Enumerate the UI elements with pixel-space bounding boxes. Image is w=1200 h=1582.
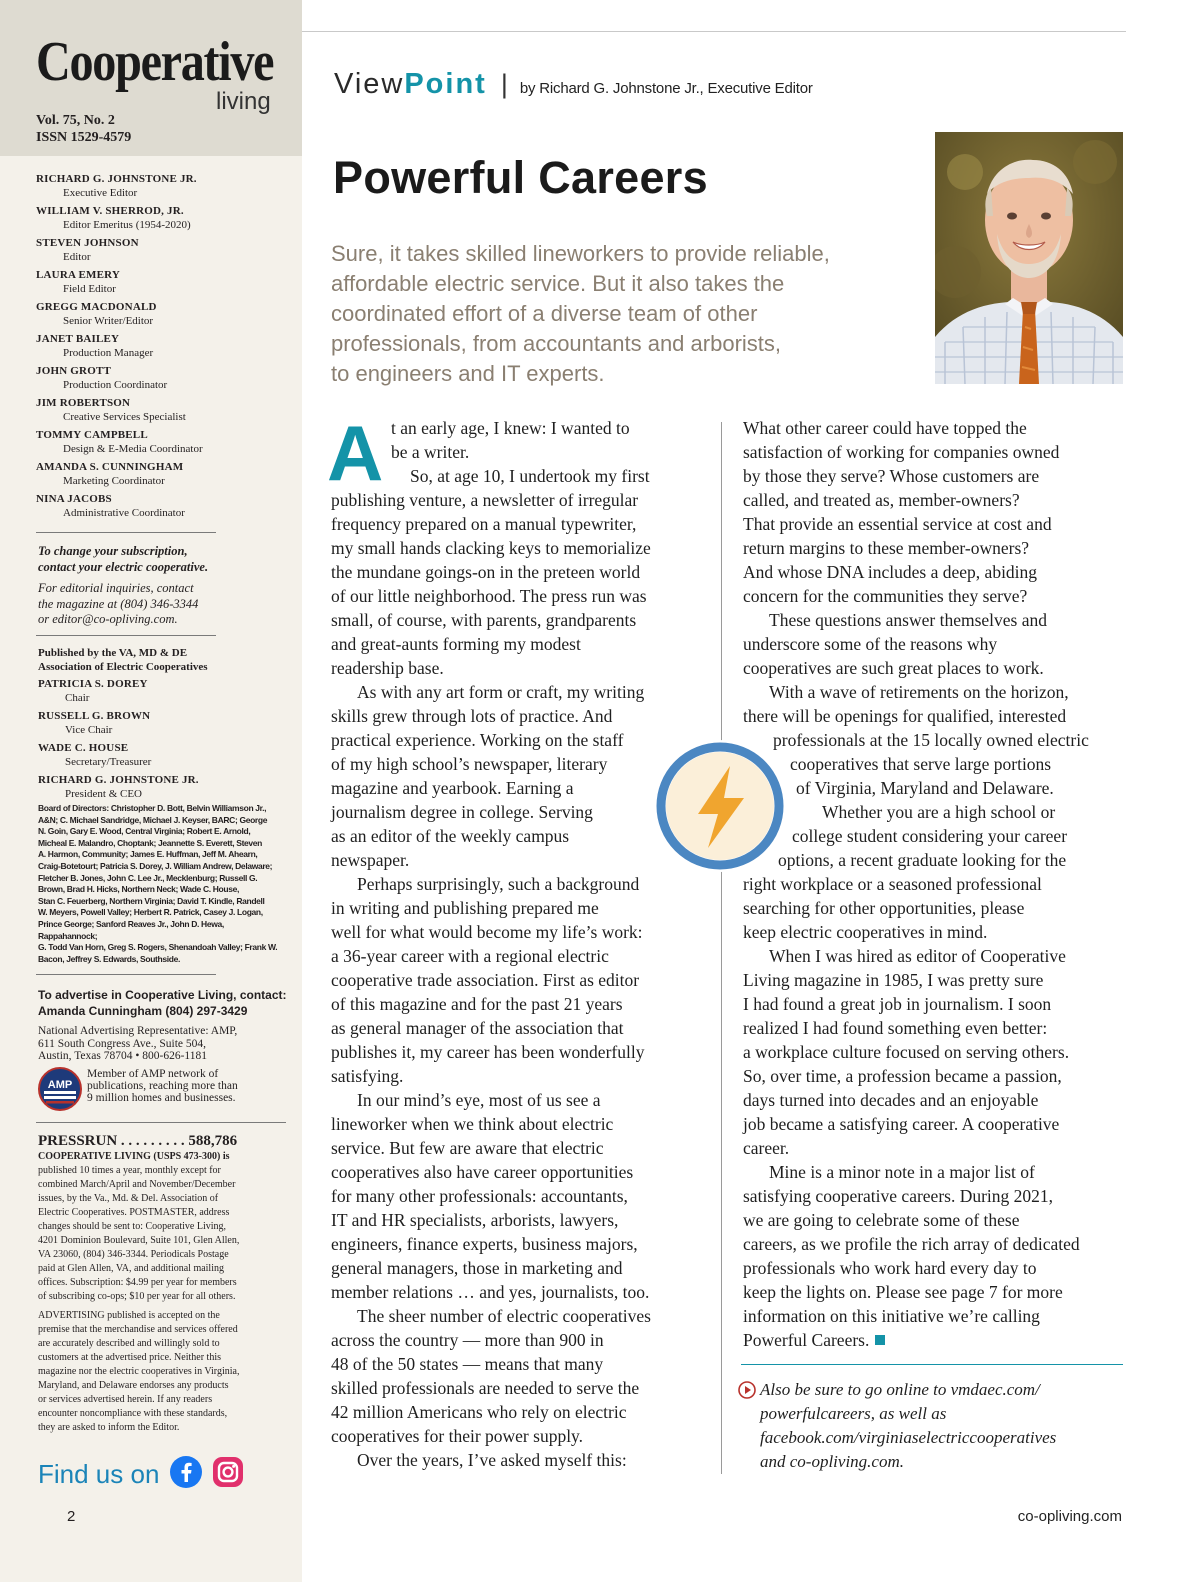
staff-role: Editor	[63, 251, 91, 263]
body-line: underscore some of the reasons why	[743, 634, 998, 654]
footer-website[interactable]: co-opliving.com	[1017, 1508, 1122, 1525]
body-line: cooperatives for their power supply.	[331, 1426, 584, 1446]
sidebar-divider	[36, 1122, 286, 1123]
staff-entry	[36, 396, 286, 424]
board-line: Micheal E. Malandro, Choptank; Jeannette S. Everett, Steven	[38, 837, 263, 848]
officer-entry	[38, 677, 288, 705]
staff-role: Marketing Coordinator	[63, 475, 165, 487]
officer-role: Secretary/Treasurer	[65, 756, 152, 768]
staff-name: LAURA EMERY	[36, 269, 121, 281]
body-line: IT and HR specialists, arborists, lawyers,	[331, 1210, 619, 1230]
officer-role: Vice Chair	[65, 724, 113, 736]
body-line: by those they serve? Whose customers are	[743, 466, 1040, 486]
body-line: of this magazine and for the past 21 years	[331, 994, 623, 1014]
body-line: as general manager of the association that	[331, 1018, 624, 1038]
staff-entry	[36, 364, 286, 392]
body-line: the mundane goings-on in the preteen world	[331, 562, 641, 582]
sidebar-divider	[36, 532, 216, 533]
body-line: concern for the communities they serve?	[743, 586, 1028, 606]
body-line: When I was hired as editor of Cooperative	[769, 946, 1066, 966]
disclaimer-line: Maryland, and Delaware endorses any products	[38, 1380, 229, 1391]
staff-name: JIM ROBERTSON	[36, 397, 131, 409]
amp-member-line: 9 million homes and businesses.	[87, 1092, 236, 1104]
body-line: of our little neighborhood. The press run was	[331, 586, 647, 606]
body-line: As with any art form or craft, my writing	[357, 682, 645, 702]
body-line: member relations … and yes, journalists, too.	[331, 1282, 650, 1302]
body-line: general managers, those in marketing and	[331, 1258, 623, 1278]
dek-line: affordable electric service. But it also takes the	[331, 271, 785, 296]
officer-name: PATRICIA S. DOREY	[38, 678, 148, 690]
body-line: The sheer number of electric cooperatives	[357, 1306, 651, 1326]
page-number: 2	[67, 1508, 76, 1525]
body-line: searching for other opportunities, please	[743, 898, 1025, 918]
body-line: college student considering your career	[792, 826, 1068, 846]
staff-entry	[36, 172, 286, 200]
body-line: In our mind’s eye, most of us see a	[357, 1090, 601, 1110]
byline: by Richard G. Johnstone Jr., Executive Editor	[519, 80, 813, 97]
body-line: cooperatives are such great places to work.	[743, 658, 1044, 678]
staff-name: JANET BAILEY	[36, 333, 120, 345]
ad-rep-line: 611 South Congress Ave., Suite 504,	[38, 1037, 207, 1050]
body-line: satisfying.	[331, 1066, 404, 1086]
body-line: options, a recent graduate looking for the	[778, 850, 1067, 870]
board-line: Bacon, Jeffrey S. Edwards, Southside.	[38, 953, 180, 964]
officer-role: Chair	[65, 692, 90, 704]
staff-name: NINA JACOBS	[36, 493, 112, 505]
body-line: publishing venture, a newsletter of irregular	[331, 490, 639, 510]
social-links	[38, 1455, 253, 1494]
masthead	[0, 0, 302, 156]
dek-line: Sure, it takes skilled lineworkers to provide reliable,	[331, 241, 830, 266]
body-line: Over the years, I’ve asked myself this:	[357, 1450, 627, 1470]
advertising-disclaimer	[38, 1309, 280, 1435]
column-name-point: Point	[404, 68, 487, 100]
postal-line: Electric Cooperatives. POSTMASTER, address	[38, 1207, 230, 1218]
amp-logo-graphic	[40, 1069, 80, 1109]
note-divider	[741, 1364, 1123, 1365]
body-line-final	[743, 1328, 1138, 1352]
body-line: small, of course, with parents, grandparents	[331, 610, 637, 630]
body-line-text: Powerful Careers.	[743, 1330, 870, 1350]
body-line: Living magazine in 1985, I was pretty sure	[743, 970, 1044, 990]
body-line: professionals who work hard every day to	[743, 1258, 1037, 1278]
body-line: days turned into decades and an enjoyable	[743, 1090, 1039, 1110]
note-link-line[interactable]: and co-opliving.com.	[760, 1452, 904, 1471]
body-line: lineworker when we think about electric	[331, 1114, 614, 1134]
body-line: skills grew through lots of practice. And	[331, 706, 613, 726]
disclaimer-line: magazine nor the electric cooperatives in Virginia,	[38, 1366, 240, 1377]
body-line: So, over time, a profession became a passion,	[743, 1066, 1062, 1086]
drop-cap: A	[327, 409, 384, 497]
amp-logo-icon	[38, 1067, 82, 1111]
body-line: careers, as we profile the rich array of dedicated	[743, 1234, 1080, 1254]
facebook-icon-graphic	[169, 1455, 203, 1489]
pressrun-block	[38, 1132, 280, 1435]
board-line: A. Harmon, Community; James E. Huffman, Jeff M. Ahearn,	[38, 849, 258, 860]
board-line: Craig-Botetourt; Patricia S. Dorey, J. William Andrew, Delaware;	[38, 860, 273, 871]
advertising-contact	[38, 987, 288, 1063]
staff-name: STEVEN JOHNSON	[36, 237, 139, 249]
postal-line: changes should be sent to: Cooperative Living,	[38, 1221, 227, 1232]
amp-member-line: Member of AMP network of	[87, 1068, 219, 1080]
subscription-note-line: To change your subscription,	[38, 544, 188, 558]
body-line: satisfying cooperative careers. During 2021,	[743, 1186, 1054, 1206]
body-line: professionals at the 15 locally owned electric	[773, 730, 1089, 750]
body-line: a 36-year career with a regional electric	[331, 946, 609, 966]
body-line: there will be openings for qualified, interested	[743, 706, 1067, 726]
article-column-right	[743, 416, 1138, 1352]
amp-logo-text: AMP	[47, 1079, 73, 1091]
body-line: publishes it, my career has been wonderfully	[331, 1042, 645, 1062]
sidebar-divider	[36, 635, 216, 636]
officer-name: RICHARD G. JOHNSTONE JR.	[38, 774, 199, 786]
body-line: t an early age, I knew: I wanted to	[391, 418, 630, 438]
body-line: readership base.	[331, 658, 444, 678]
staff-entry	[36, 204, 286, 232]
body-line: I had found a great job in journalism. I soon	[743, 994, 1052, 1014]
disclaimer-line: they are asked to inform the Editor.	[38, 1422, 180, 1433]
body-line: career.	[743, 1138, 790, 1158]
body-line: cooperative trade association. First as editor	[331, 970, 640, 990]
staff-entry	[36, 236, 286, 264]
staff-entry	[36, 492, 286, 520]
postal-line: combined March/April and November/December	[38, 1179, 236, 1190]
body-line: So, at age 10, I undertook my first	[410, 466, 650, 486]
officer-entry	[38, 741, 288, 769]
body-line: in writing and publishing prepared me	[331, 898, 599, 918]
body-line: cooperatives also have career opportunities	[331, 1162, 634, 1182]
body-line: frequency prepared on a manual typewriter,	[331, 514, 637, 534]
staff-role: Senior Writer/Editor	[63, 315, 154, 327]
body-line: job became a satisfying career. A cooperative	[743, 1114, 1060, 1134]
postal-line: paid at Glen Allen, VA, and additional mailing	[38, 1263, 224, 1274]
body-line: Mine is a minor note in a major list of	[769, 1162, 1035, 1182]
body-line: That provide an essential service at cost and	[743, 514, 1052, 534]
staff-role: Executive Editor	[63, 187, 138, 199]
body-line: my small hands clacking keys to memorialize	[331, 538, 651, 558]
column-separator: |	[500, 69, 508, 99]
body-line: we are going to celebrate some of these	[743, 1210, 1020, 1230]
play-arrow-graphic	[738, 1381, 756, 1399]
disclaimer-line: ADVERTISING published is accepted on the	[38, 1310, 220, 1321]
author-portrait-graphic	[935, 132, 1123, 384]
body-line: realized I had found something even better:	[743, 1018, 1048, 1038]
body-line: Whether you are a high school or	[822, 802, 1056, 822]
officer-name: RUSSELL G. BROWN	[38, 710, 151, 722]
top-rule	[302, 31, 1126, 32]
postal-line: VA 23060, (804) 346-3344. Periodicals Postage	[38, 1249, 229, 1260]
board-line: Prince George; Sanford Reaves Jr., John D. Hewa, Rappahannock;	[38, 918, 224, 941]
body-line: newspaper.	[331, 850, 410, 870]
body-line: well for what would become my life’s work:	[331, 922, 643, 942]
body-line: return margins to these member-owners?	[743, 538, 1030, 558]
sidebar	[0, 0, 302, 1582]
body-line: service. But few are aware that electric	[331, 1138, 604, 1158]
staff-entry	[36, 300, 286, 328]
instagram-icon-graphic	[211, 1455, 245, 1489]
officer-name: WADE C. HOUSE	[38, 742, 129, 754]
officer-entry	[38, 709, 288, 737]
staff-entry	[36, 428, 286, 456]
publisher-block	[38, 646, 288, 805]
subscription-note	[38, 544, 278, 575]
postal-line: offices. Subscription: $4.99 per year for members	[38, 1277, 237, 1288]
body-line: called, and treated as, member-owners?	[743, 490, 1020, 510]
body-line: of Virginia, Maryland and Delaware.	[796, 778, 1054, 798]
staff-entry	[36, 460, 286, 488]
body-line: information on this initiative we’re calling	[743, 1306, 1040, 1326]
board-line: N. Goin, Gary E. Wood, Central Virginia; Robert E. Arnold,	[38, 826, 251, 837]
logo-subtitle: living	[216, 88, 271, 115]
play-arrow-icon	[738, 1381, 756, 1404]
postal-line: 4201 Dominion Boulevard, Suite 101, Glen Allen,	[38, 1235, 240, 1246]
editorial-note-line: For editorial inquiries, contact	[38, 581, 194, 595]
dek-line: to engineers and IT experts.	[331, 361, 605, 386]
facebook-icon[interactable]	[169, 1455, 203, 1494]
note-link-line[interactable]: powerfulcareers, as well as	[760, 1404, 947, 1423]
body-line: keep electric cooperatives in mind.	[743, 922, 988, 942]
body-line: for many other professionals: accountants,	[331, 1186, 628, 1206]
advertise-contact-phone[interactable]: Amanda Cunningham (804) 297-3429	[38, 1004, 248, 1018]
body-line: of my high school’s newspaper, literary	[331, 754, 608, 774]
body-line: skilled professionals are needed to serve the	[331, 1378, 640, 1398]
note-link-line[interactable]: Also be sure to go online to vmdaec.com/	[760, 1380, 1040, 1399]
body-line: Perhaps surprisingly, such a background	[357, 874, 640, 894]
staff-entry	[36, 332, 286, 360]
online-note-text	[760, 1378, 1120, 1474]
body-line: across the country — more than 900 in	[331, 1330, 604, 1350]
officer-entry	[38, 773, 288, 801]
article-dek	[331, 239, 916, 389]
body-line: right workplace or a seasoned professional	[743, 874, 1042, 894]
postal-line: COOPERATIVE LIVING (USPS 473-300) is	[38, 1151, 230, 1162]
body-line: keep the lights on. Please see page 7 for more	[743, 1282, 1063, 1302]
body-line: be a writer.	[391, 442, 470, 462]
body-line: 42 million Americans who rely on electric	[331, 1402, 627, 1422]
disclaimer-line: premise that the merchandise and services offered	[38, 1324, 238, 1335]
body-line: What other career could have topped the	[743, 418, 1027, 438]
column-divider	[721, 422, 722, 1474]
postal-line: published 10 times a year, monthly except for	[38, 1165, 221, 1176]
find-us-label: Find us on	[38, 1459, 160, 1489]
amp-member-line: publications, reaching more than	[87, 1080, 238, 1092]
body-line: These questions answer themselves and	[769, 610, 1047, 630]
staff-name: WILLIAM V. SHERROD, JR.	[36, 205, 184, 217]
body-line: as an editor of the weekly campus	[331, 826, 570, 846]
board-line: G. Todd Van Horn, Greg S. Rogers, Shenandoah Valley; Frank W.	[38, 942, 278, 953]
staff-name: JOHN GROTT	[36, 365, 112, 377]
body-line: And whose DNA includes a deep, abiding	[743, 562, 1038, 582]
ad-rep-line: Austin, Texas 78704 • 800-626-1181	[38, 1050, 208, 1062]
postal-line: issues, by the Va., Md. & Del. Association of	[38, 1193, 219, 1204]
staff-role: Production Coordinator	[63, 379, 168, 391]
staff-list	[36, 172, 286, 524]
staff-role: Field Editor	[63, 283, 116, 295]
staff-name: RICHARD G. JOHNSTONE JR.	[36, 173, 197, 185]
dek-line: coordinated effort of a diverse team of other	[331, 301, 758, 326]
publisher-heading-line: Association of Electric Cooperatives	[38, 661, 208, 673]
staff-role: Administrative Coordinator	[63, 507, 185, 519]
board-line: Stan C. Feuerberg, Northern Virginia; David T. Kindle, Randell	[38, 895, 265, 906]
body-line: satisfaction of working for companies owned	[743, 442, 1060, 462]
ad-rep-line: National Advertising Representative: AMP,	[38, 1025, 238, 1037]
issn-number: ISSN 1529-4579	[36, 130, 132, 145]
officer-role: President & CEO	[65, 788, 142, 800]
board-line: Board of Directors: Christopher D. Bott, Belvin Williamson Jr.,	[38, 803, 267, 813]
staff-role: Production Manager	[63, 347, 154, 359]
body-line: With a wave of retirements on the horizon,	[769, 682, 1069, 702]
end-mark-icon	[875, 1335, 885, 1345]
staff-name: TOMMY CAMPBELL	[36, 429, 148, 441]
note-link-line[interactable]: facebook.com/virginiaselectriccooperatives	[760, 1428, 1057, 1447]
staff-name: AMANDA S. CUNNINGHAM	[36, 461, 184, 473]
staff-name: GREGG MACDONALD	[36, 301, 157, 313]
editorial-email[interactable]: or editor@co-opliving.com.	[38, 612, 178, 626]
body-line: magazine and yearbook. Earning a	[331, 778, 574, 798]
body-line: engineers, finance experts, business majors,	[331, 1234, 638, 1254]
editorial-phone[interactable]: the magazine at (804) 346-3344	[38, 596, 199, 611]
column-header	[334, 68, 813, 101]
body-line: cooperatives that serve large portions	[790, 754, 1052, 774]
body-line: and great-aunts forming my modest	[331, 634, 581, 654]
disclaimer-line: or services advertised herein. If any readers	[38, 1394, 213, 1405]
disclaimer-line: are accurately described and willingly sold to	[38, 1338, 220, 1349]
instagram-icon[interactable]	[211, 1455, 245, 1494]
advertise-heading: To advertise in Cooperative Living, contact:	[38, 988, 287, 1002]
dek-line: professionals, from accountants and arborists,	[331, 331, 782, 356]
board-line: A&N; C. Michael Sandridge, Michael J. Keyser, BARC; George	[38, 814, 268, 825]
body-line: practical experience. Working on the staff	[331, 730, 624, 750]
article-column-left	[327, 409, 711, 1472]
volume-number: Vol. 75, No. 2	[36, 113, 115, 128]
sidebar-divider	[36, 974, 216, 975]
postal-line: of subscribing co-ops; $10 per year for all others.	[38, 1291, 236, 1302]
board-of-directors	[38, 803, 284, 965]
disclaimer-line: customers at the advertised price. Neither this	[38, 1352, 221, 1363]
lightning-bolt-graphic	[652, 738, 788, 874]
volume-info	[36, 112, 131, 146]
board-line: Fletcher B. Jones, John C. Lee Jr., Mecklenburg; Russell G.	[38, 872, 258, 883]
board-line: W. Meyers, Powell Valley; Herbert R. Patrick, Casey J. Logan,	[38, 907, 263, 918]
amp-member-note	[87, 1068, 287, 1104]
editorial-note	[38, 581, 278, 628]
staff-role: Editor Emeritus (1954-2020)	[63, 219, 191, 231]
staff-role: Design & E-Media Coordinator	[63, 443, 203, 455]
subscription-note-line: contact your electric cooperative.	[38, 559, 209, 574]
publisher-heading	[38, 646, 288, 674]
publisher-heading-line: Published by the VA, MD & DE	[38, 647, 188, 659]
staff-entry	[36, 268, 286, 296]
postal-info	[38, 1150, 280, 1304]
pressrun-count: PRESSRUN . . . . . . . . . 588,786	[38, 1133, 238, 1149]
board-line: Brown, Brad H. Hicks, Northern Neck; Wade C. House,	[38, 884, 239, 895]
magazine-logo[interactable]	[36, 31, 312, 115]
lightning-bolt-icon	[652, 738, 788, 874]
body-line: journalism degree in college. Serving	[331, 802, 593, 822]
logo-wordmark: Cooperative	[36, 31, 274, 93]
article-headline: Powerful Careers	[333, 152, 708, 203]
staff-role: Creative Services Specialist	[63, 411, 186, 423]
body-line: 48 of the 50 states — means that many	[331, 1354, 604, 1374]
body-line: a workplace culture focused on serving others.	[743, 1042, 1070, 1062]
column-name-view: View	[334, 68, 405, 100]
author-photo	[935, 132, 1123, 384]
disclaimer-line: encounter noncompliance with these standards,	[38, 1408, 228, 1419]
